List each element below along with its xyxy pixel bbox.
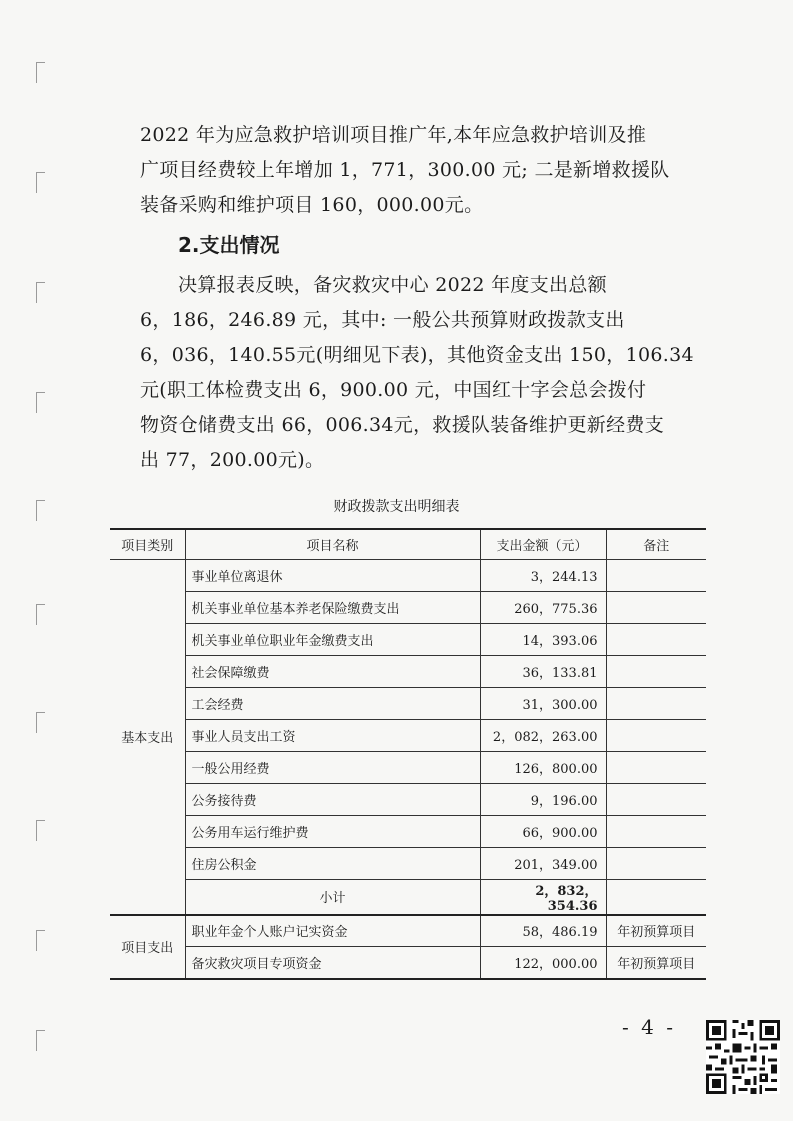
qr-code-icon [706, 1020, 780, 1094]
item-amount: 14，393.06 [480, 623, 606, 655]
binding-mark [36, 820, 45, 841]
item-name: 事业人员支出工资 [185, 719, 480, 751]
table-row [110, 559, 706, 591]
item-note [606, 783, 706, 815]
binding-mark [36, 712, 45, 733]
item-amount: 66，900.00 [480, 815, 606, 847]
table-row [110, 783, 706, 815]
header-category: 项目类别 [110, 529, 185, 559]
category-basic: 基本支出 [110, 559, 185, 915]
item-note: 年初预算项目 [606, 947, 706, 979]
header-amount: 支出金额（元） [480, 529, 606, 559]
item-note [606, 655, 706, 687]
binding-mark [36, 604, 45, 625]
binding-mark [36, 392, 45, 413]
item-note [606, 719, 706, 751]
text-line: 元(职工体检费支出 6，900.00 元，中国红十字会总会拨付 [140, 379, 647, 401]
item-amount: 9，196.00 [480, 783, 606, 815]
text-line: 决算报表反映，备灾救灾中心 2022 年度支出总额 [178, 274, 607, 296]
text-line: 出 77，200.00元)。 [140, 449, 325, 471]
item-amount: 58，486.19 [480, 915, 606, 947]
table-title: 财政拨款支出明细表 [333, 499, 460, 515]
section-heading: 2.支出情况 [178, 233, 280, 257]
table-row [110, 815, 706, 847]
item-amount: 31，300.00 [480, 687, 606, 719]
item-note [606, 751, 706, 783]
item-name: 机关事业单位职业年金缴费支出 [185, 623, 480, 655]
item-amount: 122，000.00 [480, 947, 606, 979]
binding-mark [36, 1030, 45, 1051]
text-line: 6，036，140.55元(明细见下表)，其他资金支出 150，106.34 [140, 344, 694, 366]
header-item-name: 项目名称 [185, 529, 480, 559]
item-name: 事业单位离退休 [185, 559, 480, 591]
text-line: 广项目经费较上年增加 1，771，300.00 元; 二是新增救援队 [140, 159, 670, 181]
table-header-row [110, 529, 706, 559]
expenditure-table [110, 528, 706, 980]
item-note [606, 623, 706, 655]
item-name: 一般公用经费 [185, 751, 480, 783]
page-number: - 4 - [622, 1015, 676, 1039]
binding-mark [36, 930, 45, 951]
subtotal-row [110, 879, 706, 915]
item-name: 公务接待费 [185, 783, 480, 815]
item-name: 职业年金个人账户记实资金 [185, 915, 480, 947]
item-name: 住房公积金 [185, 847, 480, 879]
subtotal-amount: 2，832，354.36 [480, 879, 606, 915]
table-row [110, 591, 706, 623]
table-row [110, 751, 706, 783]
paragraph-expenditure [140, 268, 700, 478]
item-name: 机关事业单位基本养老保险缴费支出 [185, 591, 480, 623]
item-note: 年初预算项目 [606, 915, 706, 947]
table-row [110, 947, 706, 979]
subtotal-note [606, 879, 706, 915]
item-note [606, 559, 706, 591]
binding-mark [36, 62, 45, 83]
item-name: 工会经费 [185, 687, 480, 719]
table-row [110, 719, 706, 751]
text-line: 2022 年为应急救护培训项目推广年,本年应急救护培训及推 [140, 124, 647, 146]
subtotal-label: 小计 [185, 879, 480, 915]
item-amount: 260，775.36 [480, 591, 606, 623]
item-note [606, 591, 706, 623]
header-note: 备注 [606, 529, 706, 559]
binding-mark [36, 172, 45, 193]
item-amount: 36，133.81 [480, 655, 606, 687]
binding-mark [36, 282, 45, 303]
table-row [110, 687, 706, 719]
table-row [110, 623, 706, 655]
item-note [606, 815, 706, 847]
table-row [110, 655, 706, 687]
item-name: 公务用车运行维护费 [185, 815, 480, 847]
table-row [110, 847, 706, 879]
item-amount: 126，800.00 [480, 751, 606, 783]
item-amount: 2，082，263.00 [480, 719, 606, 751]
text-line: 物资仓储费支出 66，006.34元，救援队装备维护更新经费支 [140, 414, 664, 436]
text-line: 装备采购和维护项目 160，000.00元。 [140, 194, 484, 216]
item-note [606, 847, 706, 879]
item-name: 社会保障缴费 [185, 655, 480, 687]
item-amount: 201，349.00 [480, 847, 606, 879]
text-line: 6，186，246.89 元，其中: 一般公共预算财政拨款支出 [140, 309, 625, 331]
table-row [110, 915, 706, 947]
item-name: 备灾救灾项目专项资金 [185, 947, 480, 979]
category-project: 项目支出 [110, 915, 185, 979]
item-amount: 3，244.13 [480, 559, 606, 591]
paragraph-funding-increase [140, 118, 700, 223]
item-note [606, 687, 706, 719]
